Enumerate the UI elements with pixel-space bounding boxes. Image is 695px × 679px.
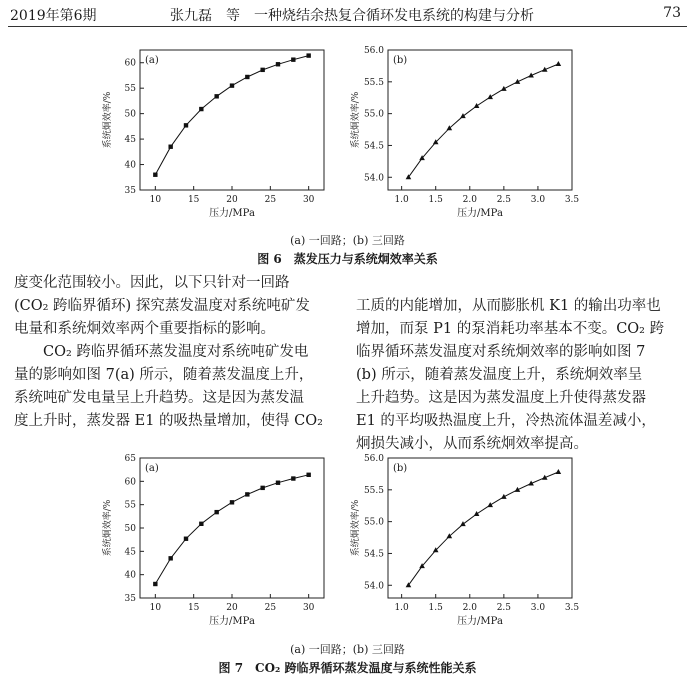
paragraph-line: 工质的内能增加，从而膨胀机 K1 的输出功率也 xyxy=(356,298,661,314)
x-tick-label: 20 xyxy=(226,603,238,613)
panel-label: (b) xyxy=(393,463,408,474)
data-point xyxy=(276,62,280,66)
x-tick-label: 25 xyxy=(264,195,277,205)
data-point xyxy=(184,123,188,127)
data-point xyxy=(214,510,218,514)
data-point xyxy=(556,469,562,474)
figure7-subcaption: (a) 一回路；(b) 三回路 xyxy=(290,643,405,656)
running-title: 张九磊 等 一种烧结余热复合循环发电系统的构建与分析 xyxy=(170,8,534,24)
data-point xyxy=(306,53,310,57)
plot-frame xyxy=(140,458,324,598)
data-point xyxy=(199,522,203,526)
y-tick-label: 54.5 xyxy=(363,141,384,152)
data-point xyxy=(487,502,493,507)
y-tick-label: 40 xyxy=(124,160,136,171)
data-point xyxy=(260,486,264,490)
x-axis-label: 压力/MPa xyxy=(209,208,255,219)
paragraph-line: 炯损失减小，从而系统炯效率提高。 xyxy=(356,436,588,452)
x-tick-label: 3.5 xyxy=(564,195,580,205)
issue-label: 2019年第6期 xyxy=(10,8,97,24)
plot-frame xyxy=(140,50,324,190)
figure7-chart-b xyxy=(340,450,580,630)
panel-label: (a) xyxy=(145,463,159,474)
y-tick-label: 55 xyxy=(124,500,136,511)
data-point xyxy=(306,473,310,477)
figure6-chart-b xyxy=(340,42,580,222)
paragraph-line: (b) 所示，随着蒸发温度上升，系统炯效率呈 xyxy=(356,367,643,383)
data-point xyxy=(291,57,295,61)
data-point xyxy=(153,582,157,586)
data-point xyxy=(230,83,234,87)
x-tick-label: 2.0 xyxy=(462,195,477,205)
y-tick-label: 55.0 xyxy=(363,109,384,120)
data-point xyxy=(245,492,249,496)
page-number: 73 xyxy=(663,5,681,21)
y-tick-label: 45 xyxy=(124,547,136,558)
figure6-caption: 图 6 蒸发压力与系统炯效率关系 xyxy=(257,252,438,266)
data-point xyxy=(168,556,172,560)
y-tick-label: 54.0 xyxy=(363,173,384,184)
paragraph-line: 增加，而泵 P1 的泵消耗功率基本不变。CO₂ 跨 xyxy=(356,321,665,337)
y-axis-label: 系统炯效率/% xyxy=(103,499,113,557)
series-line xyxy=(408,472,558,585)
paragraph-line: 上升趋势。这是因为蒸发温度上升使得蒸发器 xyxy=(356,390,646,406)
x-tick-label: 2.5 xyxy=(496,603,512,613)
x-tick-label: 30 xyxy=(302,603,315,613)
figure7-chart-a xyxy=(92,450,332,630)
data-point xyxy=(153,173,157,177)
x-tick-label: 30 xyxy=(302,195,315,205)
y-tick-label: 45 xyxy=(124,135,136,146)
data-point xyxy=(230,500,234,504)
x-tick-label: 2.5 xyxy=(496,195,512,205)
data-point xyxy=(199,107,203,111)
y-tick-label: 60 xyxy=(124,477,136,488)
y-tick-label: 55.5 xyxy=(363,77,384,88)
paragraph-line: 量的影响如图 7(a) 所示，随着蒸发温度上升， xyxy=(14,367,314,383)
paragraph-line: 度变化范围较小。因此，以下只针对一回路 xyxy=(14,275,290,291)
x-tick-label: 15 xyxy=(187,195,200,205)
y-tick-label: 55.0 xyxy=(363,517,384,528)
y-tick-label: 40 xyxy=(124,570,136,581)
header-rule xyxy=(8,26,687,27)
y-tick-label: 35 xyxy=(124,186,136,196)
x-tick-label: 1.0 xyxy=(394,603,409,613)
page-header xyxy=(0,0,695,28)
y-axis-label: 系统炯效率/% xyxy=(103,91,113,149)
series-line xyxy=(408,64,558,177)
paragraph-line: (CO₂ 跨临界循环) 探究蒸发温度对系统吨矿发 xyxy=(14,298,310,314)
y-tick-label: 54.0 xyxy=(363,581,384,592)
data-point xyxy=(474,511,480,516)
x-tick-label: 1.0 xyxy=(394,195,409,205)
x-axis-label: 压力/MPa xyxy=(457,208,503,219)
series-line xyxy=(155,56,308,175)
data-point xyxy=(168,145,172,149)
y-tick-label: 60 xyxy=(124,58,136,69)
x-axis-label: 压力/MPa xyxy=(457,616,503,627)
figure6-chart-a xyxy=(92,42,332,222)
x-tick-label: 15 xyxy=(187,603,200,613)
paragraph-line: CO₂ 跨临界循环蒸发温度对系统吨矿发电 xyxy=(43,344,309,360)
text-column-right xyxy=(356,295,686,456)
data-point xyxy=(460,521,466,526)
paragraph-line: 电量和系统炯效率两个重要指标的影响。 xyxy=(14,321,275,337)
paragraph-line: 临界循环蒸发温度对系统炯效率的影响如图 7 xyxy=(356,344,646,360)
paragraph-line: E1 的平均吸热温度上升，冷热流体温差减小， xyxy=(356,413,656,429)
data-point xyxy=(276,481,280,485)
x-tick-label: 1.5 xyxy=(428,195,443,205)
y-tick-label: 65 xyxy=(124,454,136,464)
x-tick-label: 3.0 xyxy=(530,603,546,613)
x-tick-label: 1.5 xyxy=(428,603,443,613)
data-point xyxy=(556,61,562,66)
x-tick-label: 3.0 xyxy=(530,195,546,205)
y-tick-label: 56.0 xyxy=(363,454,384,464)
data-point xyxy=(291,476,295,480)
data-point xyxy=(487,94,493,99)
y-axis-label: 系统炯效率/% xyxy=(351,91,361,149)
y-tick-label: 56.0 xyxy=(363,46,384,56)
data-point xyxy=(184,537,188,541)
y-tick-label: 54.5 xyxy=(363,549,384,560)
text-column-left xyxy=(14,272,344,433)
figure6-subcaption: (a) 一回路；(b) 三回路 xyxy=(290,234,405,247)
data-point xyxy=(260,68,264,72)
x-tick-label: 20 xyxy=(226,195,238,205)
y-tick-label: 50 xyxy=(124,524,136,534)
x-tick-label: 10 xyxy=(149,603,162,613)
paragraph-line: 度上升时，蒸发器 E1 的吸热量增加，使得 CO₂ xyxy=(14,413,323,429)
figure7-caption: 图 7 CO₂ 跨临界循环蒸发温度与系统性能关系 xyxy=(218,661,477,675)
paragraph-line: 系统吨矿发电量呈上升趋势。这是因为蒸发温 xyxy=(14,390,304,406)
data-point xyxy=(245,75,249,79)
panel-label: (a) xyxy=(145,55,159,66)
x-tick-label: 25 xyxy=(264,603,277,613)
y-tick-label: 55.5 xyxy=(363,485,384,496)
x-axis-label: 压力/MPa xyxy=(209,616,255,627)
series-line xyxy=(155,475,308,584)
x-tick-label: 3.5 xyxy=(564,603,580,613)
y-axis-label: 系统炯效率/% xyxy=(351,499,361,557)
y-tick-label: 55 xyxy=(124,84,136,95)
x-tick-label: 2.0 xyxy=(462,603,477,613)
data-point xyxy=(214,94,218,98)
x-tick-label: 10 xyxy=(149,195,162,205)
panel-label: (b) xyxy=(393,55,408,66)
y-tick-label: 50 xyxy=(124,109,136,120)
data-point xyxy=(474,103,480,108)
data-point xyxy=(460,113,466,118)
y-tick-label: 35 xyxy=(124,594,136,604)
